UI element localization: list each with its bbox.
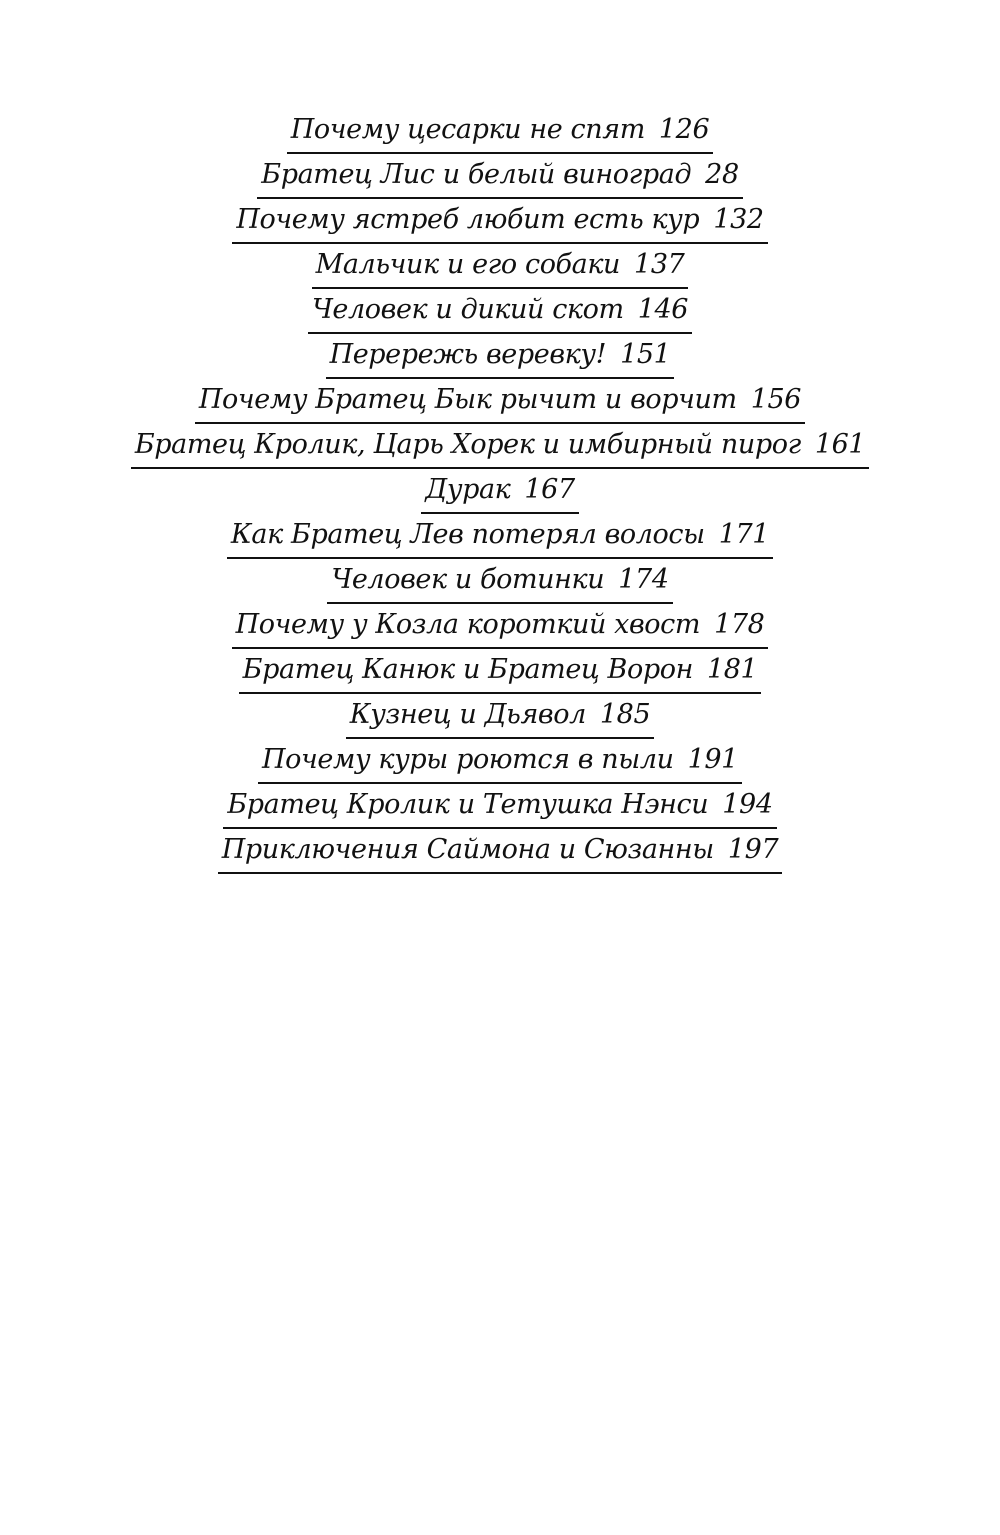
table-of-contents (0, 109, 1000, 874)
toc-entry-page: 126 (658, 114, 710, 145)
toc-entry-title: Братец Лис и белый виноград (261, 159, 692, 190)
toc-entry[interactable] (239, 649, 762, 694)
toc-entry-title: Человек и дикий скот (311, 294, 624, 325)
toc-entry-title: Мальчик и его собаки (315, 249, 621, 280)
toc-entry-page: 185 (599, 699, 651, 730)
toc-entry[interactable] (326, 334, 675, 379)
toc-entry-title: Братец Кролик, Царь Хорек и имбирный пирог (134, 429, 801, 460)
toc-entry-title: Братец Кролик и Тетушка Нэнси (227, 789, 709, 820)
toc-entry-page: 197 (727, 834, 779, 865)
toc-entry[interactable] (312, 244, 689, 289)
toc-entry[interactable] (223, 784, 776, 829)
toc-entry[interactable] (327, 559, 672, 604)
toc-entry-title: Почему ястреб любит есть кур (236, 204, 700, 235)
toc-entry-title: Почему Братец Бык рычит и ворчит (198, 384, 737, 415)
toc-entry-page: 137 (634, 249, 685, 280)
toc-entry[interactable] (227, 514, 773, 559)
toc-entry[interactable] (232, 604, 769, 649)
toc-entry-page: 167 (524, 474, 575, 505)
toc-entry-page: 132 (713, 204, 764, 235)
toc-entry-title: Почему у Козла короткий хвост (235, 609, 701, 640)
toc-entry[interactable] (195, 379, 805, 424)
toc-entry-page: 161 (814, 429, 866, 460)
toc-entry[interactable] (131, 424, 869, 469)
toc-entry-title: Почему цесарки не спят (290, 114, 645, 145)
toc-entry-title: Почему куры роются в пыли (262, 744, 674, 775)
toc-entry-title: Как Братец Лев потерял волосы (230, 519, 705, 550)
toc-entry-title: Приключения Саймона и Сюзанны (221, 834, 714, 865)
toc-entry-page: 181 (706, 654, 758, 685)
toc-entry[interactable] (232, 199, 767, 244)
toc-entry-title: Кузнец и Дьявол (349, 699, 586, 730)
toc-entry[interactable] (218, 829, 783, 874)
toc-entry-page: 191 (687, 744, 738, 775)
toc-entry-title: Дурак (425, 474, 511, 505)
toc-entry[interactable] (257, 154, 742, 199)
toc-entry-page: 178 (714, 609, 765, 640)
toc-entry[interactable] (258, 739, 742, 784)
toc-entry-page: 171 (718, 519, 770, 550)
toc-entry-page: 156 (750, 384, 802, 415)
toc-entry-page: 146 (637, 294, 689, 325)
toc-entry-title: Перережь веревку! (329, 339, 607, 370)
toc-entry-page: 28 (705, 159, 739, 190)
toc-entry-page: 194 (722, 789, 773, 820)
toc-entry[interactable] (287, 109, 714, 154)
toc-entry-title: Человек и ботинки (331, 564, 605, 595)
toc-entry-page: 151 (620, 339, 671, 370)
toc-entry[interactable] (308, 289, 692, 334)
toc-entry-title: Братец Канюк и Братец Ворон (242, 654, 693, 685)
toc-entry[interactable] (346, 694, 654, 739)
toc-entry-page: 174 (618, 564, 669, 595)
toc-entry[interactable] (421, 469, 578, 514)
